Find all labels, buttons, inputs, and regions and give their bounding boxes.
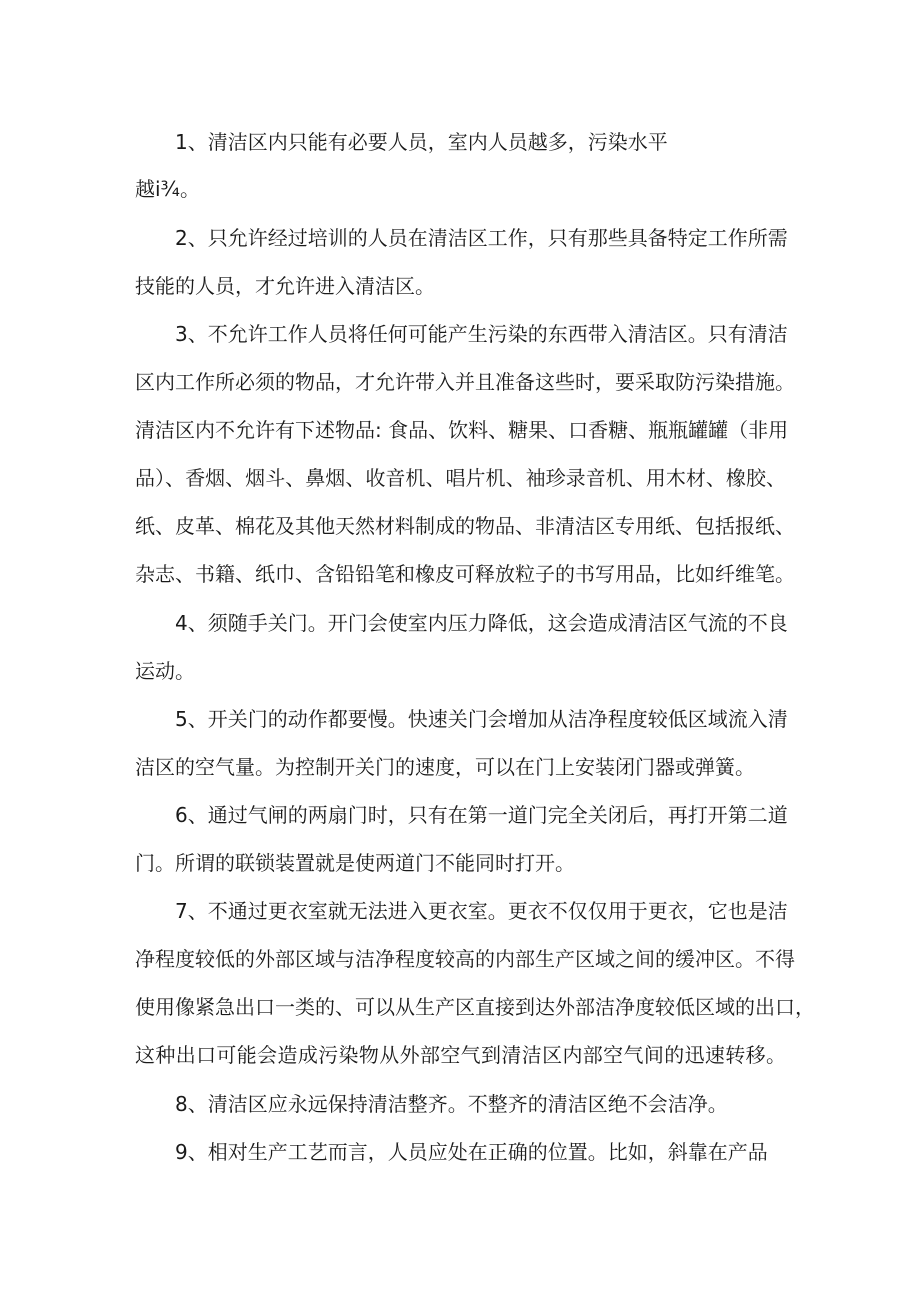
para-1-line-2: 越i¾。	[135, 177, 200, 201]
para-3-line-3: 清洁区内不允许有下述物品: 食品、饮料、糖果、口香糖、瓶瓶罐罐（非用	[135, 418, 789, 442]
para-2-line-2: 技能的人员，才允许进入清洁区。	[135, 274, 435, 298]
para-7-line-2: 净程度较低的外部区域与洁净程度较高的内部生产区域之间的缓冲区。不得	[135, 947, 795, 971]
para-3-line-1: 3、不允许工作人员将任何可能产生污染的东西带入清洁区。只有清洁	[175, 322, 788, 346]
para-7-line-1: 7、不通过更衣室就无法进入更衣室。更衣不仅仅用于更衣，它也是洁	[175, 899, 788, 923]
para-4-line-2: 运动。	[135, 659, 195, 683]
para-3-line-6: 杂志、书籍、纸巾、含铅铅笔和橡皮可释放粒子的书写用品，比如纤维笔。	[135, 562, 795, 586]
para-5-line-2: 洁区的空气量。为控制开关门的速度，可以在门上安装闭门器或弹簧。	[135, 755, 755, 779]
para-3-line-2: 区内工作所必须的物品，才允许带入并且准备这些时，要采取防污染措施。	[135, 370, 795, 394]
para-7-line-3: 使用像紧急出口一类的、可以从生产区直接到达外部洁净度较低区域的出口，	[135, 995, 815, 1019]
para-9-line-1: 9、相对生产工艺而言，人员应处在正确的位置。比如，斜靠在产品	[175, 1140, 768, 1164]
para-1-line-1: 1、清洁区内只能有必要人员，室内人员越多，污染水平	[175, 130, 668, 154]
para-6-line-1: 6、通过气闸的两扇门时，只有在第一道门完全关闭后，再打开第二道	[175, 803, 788, 827]
para-3-line-5: 纸、皮革、棉花及其他天然材料制成的物品、非清洁区专用纸、包括报纸、	[135, 514, 795, 538]
para-3-line-4: 品）、香烟、烟斗、鼻烟、收音机、唱片机、袖珍录音机、用木材、橡胶、	[135, 466, 786, 490]
para-5-line-1: 5、开关门的动作都要慢。快速关门会增加从洁净程度较低区域流入清	[175, 707, 788, 731]
para-7-line-4: 这种出口可能会造成污染物从外部空气到清洁区内部空气间的迅速转移。	[135, 1043, 786, 1067]
para-6-line-2: 门。所谓的联锁装置就是使两道门不能同时打开。	[135, 851, 575, 875]
para-8-line-1: 8、清洁区应永远保持清洁整齐。不整齐的清洁区绝不会洁净。	[175, 1092, 728, 1116]
para-4-line-1: 4、须随手关门。开门会使室内压力降低，这会造成清洁区气流的不良	[175, 611, 788, 635]
para-2-line-1: 2、只允许经过培训的人员在清洁区工作，只有那些具备特定工作所需	[175, 226, 788, 250]
